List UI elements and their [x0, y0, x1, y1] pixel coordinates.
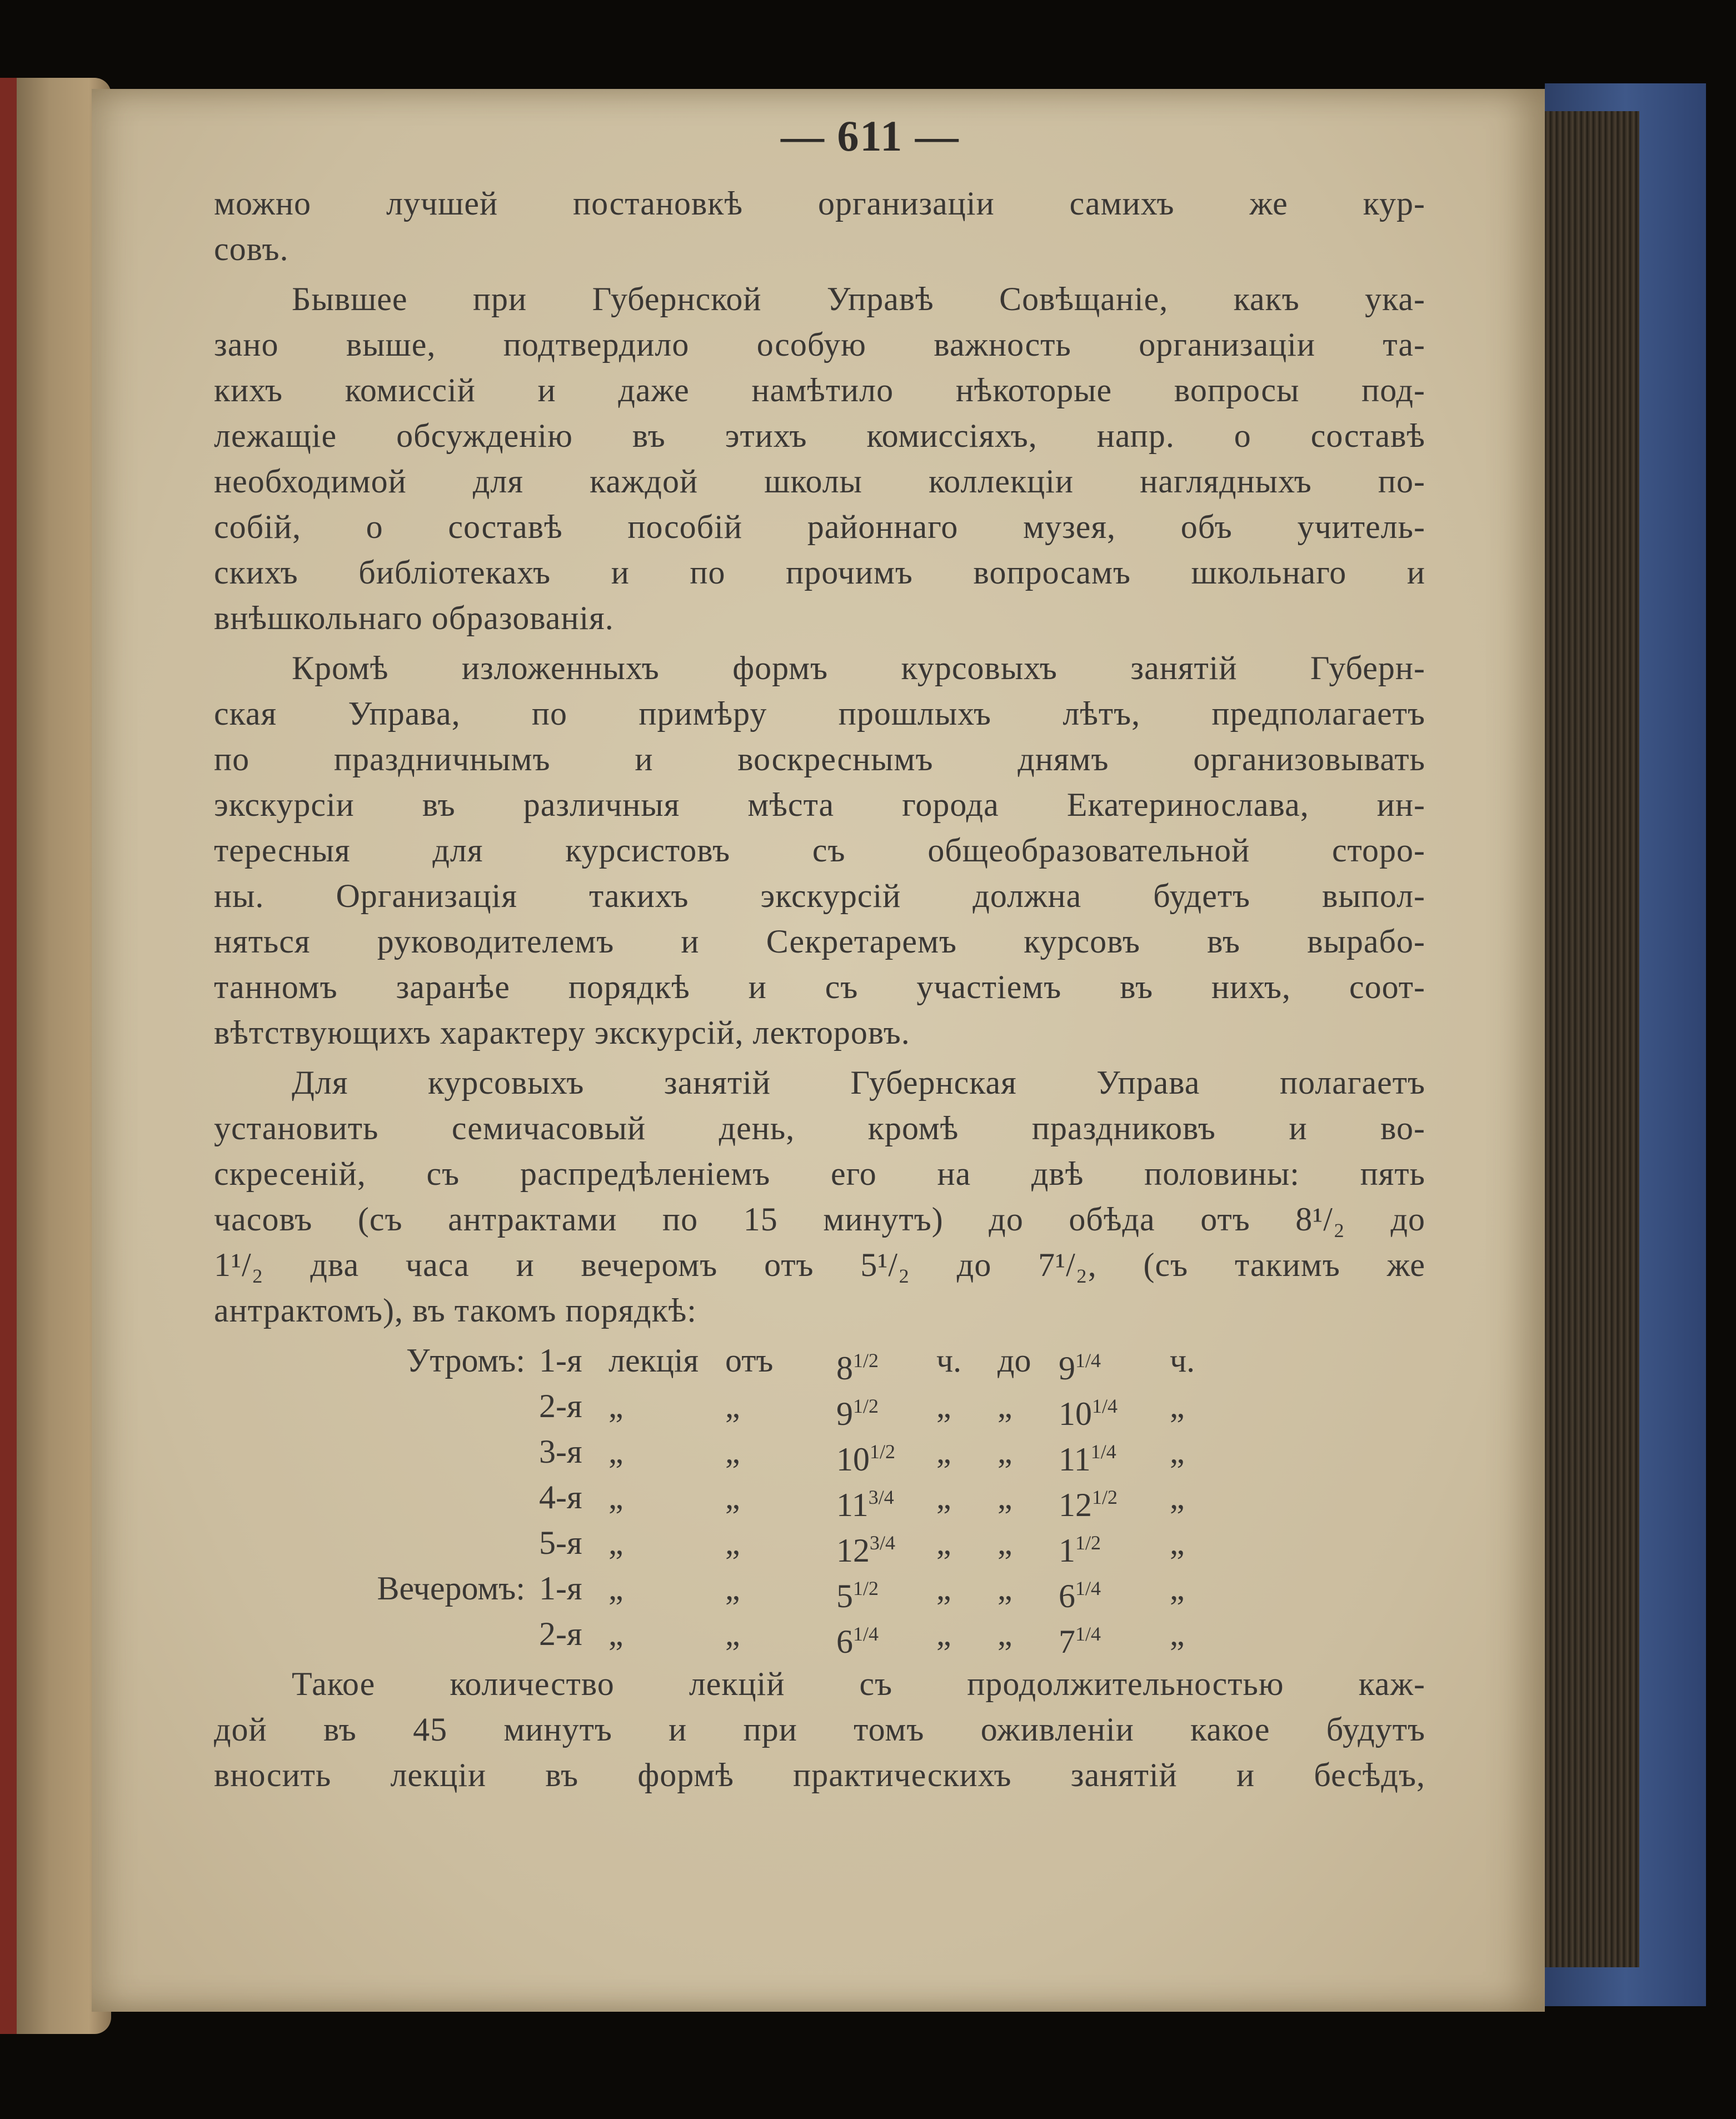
until-word: „	[997, 1388, 1012, 1424]
binding-red-edge	[0, 78, 17, 2034]
end-time-fraction: 1/2	[1092, 1486, 1118, 1508]
start-time-whole: 9	[836, 1395, 853, 1432]
book-page	[92, 89, 1545, 2012]
start-time-fraction: 1/2	[853, 1395, 879, 1417]
hour-abbr: „	[936, 1433, 951, 1470]
end-time-fraction: 1/4	[1075, 1623, 1101, 1645]
text-line: Кромѣ изложенныхъ формъ курсовыхъ занятій Губерн-	[292, 650, 1425, 686]
end-time-whole: 11	[1059, 1441, 1091, 1478]
schedule-row	[214, 1383, 1425, 1432]
end-time-fraction: 1/4	[1090, 1440, 1116, 1463]
lecture-word: „	[608, 1570, 623, 1607]
start-time-whole: 11	[836, 1487, 869, 1523]
lecture-number: 1-я	[539, 1342, 582, 1379]
end-time-fraction: 1/4	[1075, 1577, 1101, 1599]
end-time-whole: 7	[1059, 1623, 1075, 1660]
start-time-whole: 5	[836, 1578, 853, 1614]
schedule-period-label: Утромъ:	[406, 1342, 525, 1379]
end-time	[1059, 1611, 1101, 1664]
end-time-fraction: 1/2	[1075, 1532, 1101, 1554]
hour-abbr: „	[1170, 1388, 1185, 1424]
page-number: — 611 —	[781, 112, 960, 160]
end-time-fraction: 1/4	[1092, 1395, 1118, 1417]
text-line: установить семичасовый день, кромѣ праздниковъ и во-	[214, 1110, 1425, 1146]
hour-abbr: „	[936, 1570, 951, 1607]
from-word: „	[725, 1479, 740, 1515]
lecture-word: „	[608, 1388, 623, 1424]
hour-abbr: „	[936, 1479, 951, 1515]
hour-abbr: ч.	[1170, 1342, 1195, 1379]
lecture-number: 5-я	[539, 1524, 582, 1561]
hour-abbr: „	[936, 1616, 951, 1652]
from-word: „	[725, 1433, 740, 1470]
schedule-period-label: Вечеромъ:	[377, 1570, 525, 1607]
text-line: няться руководителемъ и Секретаремъ курсовъ въ вырабо-	[214, 923, 1425, 960]
hour-abbr: ч.	[936, 1342, 962, 1379]
hour-abbr: „	[1170, 1433, 1185, 1470]
text-line: Такое количество лекцій съ продолжительностью каж-	[292, 1666, 1425, 1702]
text-line: скихъ библіотекахъ и по прочимъ вопросамъ школьнаго и	[214, 554, 1425, 591]
until-word: „	[997, 1570, 1012, 1607]
start-time-fraction: 1/2	[853, 1349, 879, 1372]
text-line: зано выше, подтвердило особую важность организаціи та-	[214, 326, 1425, 363]
lecture-word: лекція	[608, 1342, 699, 1379]
text-line: внѣшкольнаго образованія.	[214, 600, 614, 636]
text-line: часовъ (съ антрактами по 15 минутъ) до обѣда отъ 8¹/₂ до	[214, 1201, 1425, 1238]
from-word: „	[725, 1570, 740, 1607]
start-time-whole: 6	[836, 1623, 853, 1660]
schedule-row	[214, 1429, 1425, 1478]
text-line: вносить лекціи въ формѣ практическихъ занятій и бесѣдъ,	[214, 1757, 1425, 1793]
until-word: „	[997, 1616, 1012, 1652]
page-stack-edges	[1545, 111, 1639, 1967]
from-word: отъ	[725, 1342, 774, 1379]
lecture-word: „	[608, 1524, 623, 1561]
text-line: совъ.	[214, 231, 289, 267]
start-time	[836, 1611, 879, 1664]
start-time-fraction: 3/4	[868, 1486, 894, 1508]
start-time-fraction: 3/4	[870, 1532, 896, 1554]
from-word: „	[725, 1388, 740, 1424]
until-word: „	[997, 1479, 1012, 1515]
text-line: Бывшее при Губернской Управѣ Совѣщаніе, какъ ука-	[292, 281, 1425, 317]
text-line: ны. Организація такихъ экскурсій должна будетъ выпол-	[214, 877, 1425, 914]
text-line: танномъ заранѣе порядкѣ и съ участіемъ въ нихъ, соот-	[214, 969, 1425, 1005]
schedule-row	[214, 1474, 1425, 1523]
schedule-row	[214, 1565, 1425, 1614]
until-word: „	[997, 1524, 1012, 1561]
end-time-whole: 9	[1059, 1350, 1075, 1387]
text-line: 1¹/₂ два часа и вечеромъ отъ 5¹/₂ до 7¹/₂, (съ такимъ же	[214, 1247, 1425, 1283]
start-time-whole: 8	[836, 1350, 853, 1387]
schedule-row	[214, 1338, 1425, 1387]
start-time-fraction: 1/2	[870, 1440, 896, 1463]
hour-abbr: „	[936, 1524, 951, 1561]
end-time-whole: 12	[1059, 1487, 1092, 1523]
text-line: экскурсіи въ различныя мѣста города Екатеринослава, ин-	[214, 786, 1425, 823]
lecture-number: 3-я	[539, 1433, 582, 1470]
text-line: вѣтствующихъ характеру экскурсій, лекторовъ.	[214, 1014, 910, 1051]
from-word: „	[725, 1524, 740, 1561]
lecture-word: „	[608, 1616, 623, 1652]
hour-abbr: „	[936, 1388, 951, 1424]
text-line: ская Управа, по примѣру прошлыхъ лѣтъ, предполагаетъ	[214, 695, 1425, 732]
from-word: „	[725, 1616, 740, 1652]
text-line: собій, о составѣ пособій районнаго музея, объ учитель-	[214, 508, 1425, 545]
text-line: скресеній, съ распредѣленіемъ его на двѣ половины: пять	[214, 1155, 1425, 1192]
lecture-number: 2-я	[539, 1616, 582, 1652]
text-line: можно лучшей постановкѣ организаціи самихъ же кур-	[214, 185, 1425, 222]
text-line: кихъ комиссій и даже намѣтило нѣкоторые вопросы под-	[214, 372, 1425, 408]
hour-abbr: „	[1170, 1570, 1185, 1607]
lecture-word: „	[608, 1433, 623, 1470]
end-time-whole: 6	[1059, 1578, 1075, 1614]
lecture-number: 1-я	[539, 1570, 582, 1607]
until-word: „	[997, 1433, 1012, 1470]
hour-abbr: „	[1170, 1616, 1185, 1652]
until-word: до	[997, 1342, 1031, 1379]
text-line: дой въ 45 минутъ и при томъ оживленіи какое будутъ	[214, 1711, 1425, 1748]
lecture-number: 2-я	[539, 1388, 582, 1424]
start-time-fraction: 1/4	[853, 1623, 879, 1645]
schedule-row	[214, 1611, 1425, 1660]
text-line: по праздничнымъ и воскреснымъ днямъ организовывать	[214, 741, 1425, 777]
end-time-fraction: 1/4	[1075, 1349, 1101, 1372]
hour-abbr: „	[1170, 1479, 1185, 1515]
text-line: тересныя для курсистовъ съ общеобразовательной сторо-	[214, 832, 1425, 869]
lecture-number: 4-я	[539, 1479, 582, 1515]
text-line: лежащіе обсужденію въ этихъ комиссіяхъ, напр. о составѣ	[214, 417, 1425, 454]
start-time-whole: 10	[836, 1441, 870, 1478]
schedule-row	[214, 1520, 1425, 1569]
start-time-fraction: 1/2	[853, 1577, 879, 1599]
lecture-word: „	[608, 1479, 623, 1515]
end-time-whole: 1	[1059, 1532, 1075, 1569]
text-line: Для курсовыхъ занятій Губернская Управа полагаетъ	[292, 1064, 1425, 1101]
end-time-whole: 10	[1059, 1395, 1092, 1432]
text-line: необходимой для каждой школы коллекціи наглядныхъ по-	[214, 463, 1425, 500]
hour-abbr: „	[1170, 1524, 1185, 1561]
text-line: антрактомъ), въ такомъ порядкѣ:	[214, 1292, 697, 1329]
start-time-whole: 12	[836, 1532, 870, 1569]
